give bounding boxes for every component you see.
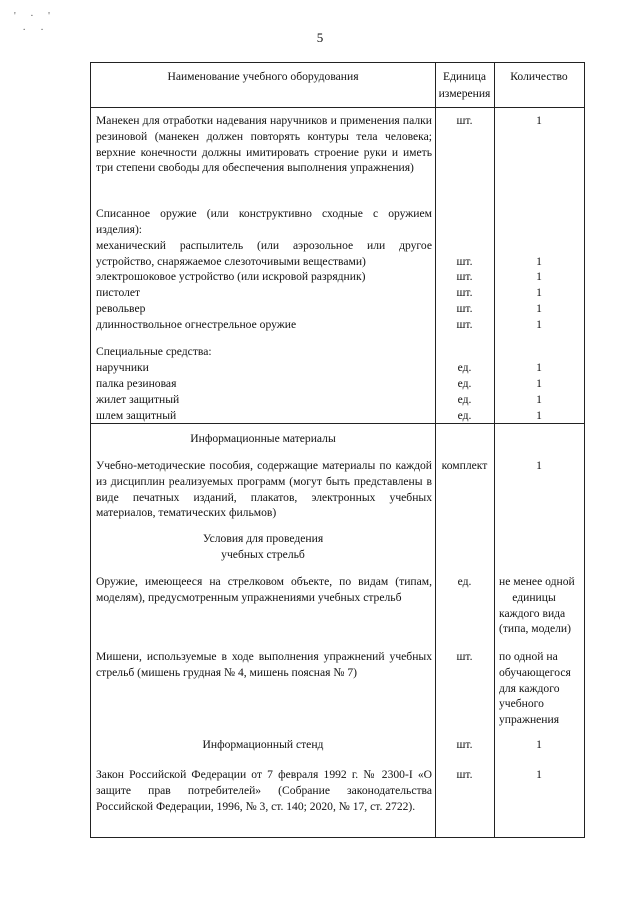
manuals-qty: 1 (536, 459, 542, 472)
special-item-qty: 1 (536, 409, 542, 422)
special-item-unit: ед. (457, 393, 472, 406)
weapon-item-qty: 1 (536, 286, 542, 299)
special-item-unit: ед. (457, 377, 472, 390)
law-name: Закон Российской Федерации от 7 февраля 1992 г. № 2300-I «О защите прав потребителей» (Собрание законодательства Российской Федерации, 1996, № 3, ст. 140; 2020, № 17, ст. 2722). (96, 768, 432, 813)
equipment-table (90, 62, 585, 838)
weapon-item-qty: 1 (536, 270, 542, 283)
qty-line: учебного (499, 697, 544, 711)
weapon-item-unit: шт. (456, 270, 473, 283)
law-unit: шт. (456, 768, 473, 781)
scan-marks: ' · ' · · (14, 11, 56, 36)
weapons-intro: Списанное оружие (или конструктивно сходные с оружием изделия): (96, 207, 432, 236)
info-stand-qty: 1 (536, 738, 542, 751)
qty-line: (типа, модели) (499, 622, 571, 636)
targets-qty (499, 649, 581, 728)
weapon-item-unit: шт. (456, 255, 473, 268)
range-weapons-name: Оружие, имеющееся на стрелковом объекте, по видам (типам, моделям), предусмотренным упражнениями учебных стрельб (96, 575, 432, 604)
weapon-item-name: пистолет (96, 286, 141, 299)
qty-line: для каждого (499, 681, 560, 695)
targets-unit: шт. (456, 650, 473, 663)
column-divider (435, 63, 436, 837)
special-item-unit: ед. (457, 409, 472, 422)
manuals-unit: комплект (441, 459, 488, 472)
weapon-item-qty: 1 (536, 318, 542, 331)
header-unit: Единица измерения (438, 70, 491, 100)
special-item-qty: 1 (536, 377, 542, 390)
maneken-qty: 1 (536, 114, 542, 127)
info-stand-unit: шт. (456, 738, 473, 751)
weapon-item-qty: 1 (536, 255, 542, 268)
info-stand-name: Информационный стенд (202, 738, 324, 751)
special-item-unit: ед. (457, 361, 472, 374)
weapon-item-name: револьвер (96, 302, 146, 315)
special-item-qty: 1 (536, 361, 542, 374)
weapon-item-unit: шт. (456, 318, 473, 331)
range-weapons-qty (499, 574, 581, 637)
page-number: 5 (316, 30, 324, 45)
info-materials-heading: Информационные материалы (190, 432, 336, 445)
law-qty: 1 (536, 768, 542, 781)
weapon-item-name: механический распылитель (или аэрозольное или другое устройство, снаряжаемое слезоточивыми веществами) (96, 239, 432, 268)
weapon-item-qty: 1 (536, 302, 542, 315)
special-item-name: палка резиновая (96, 377, 177, 390)
shooting-heading-line2: учебных стрельб (221, 548, 305, 561)
special-item-qty: 1 (536, 393, 542, 406)
weapon-item-unit: шт. (456, 302, 473, 315)
qty-line: упражнения (499, 713, 560, 727)
weapon-item-name: электрошоковое устройство (или искровой разрядник) (96, 270, 366, 283)
targets-name: Мишени, используемые в ходе выполнения упражнений учебных стрельб (мишень грудная № 4, мишень поясная № 7) (96, 650, 432, 679)
special-item-name: шлем защитный (96, 409, 177, 422)
qty-line: по одной на (499, 650, 558, 663)
qty-line: единицы (512, 590, 556, 604)
header-quantity: Количество (510, 70, 568, 83)
header-divider (91, 107, 584, 108)
qty-line: не менее одной (499, 575, 575, 588)
header-name: Наименование учебного оборудования (167, 70, 359, 83)
weapon-item-name: длинноствольное огнестрельное оружие (96, 318, 297, 331)
column-divider (494, 63, 495, 837)
special-item-name: жилет защитный (96, 393, 180, 406)
range-weapons-unit: ед. (457, 575, 472, 588)
special-intro: Специальные средства: (96, 345, 212, 358)
manuals-name: Учебно-методические пособия, содержащие материалы по каждой из дисциплин реализуемых программ (могут быть представлены в виде печатных изданий, плакатов, электронных учебных материалов, тематических фильмов) (96, 459, 432, 520)
special-item-name: наручники (96, 361, 149, 374)
qty-line: каждого вида (499, 606, 566, 620)
maneken-unit: шт. (456, 114, 473, 127)
shooting-heading-line1: Условия для проведения (202, 532, 324, 545)
maneken-name: Манекен для отработки надевания наручников и применения палки резиновой (манекен должен повторять контуры тела человека; верхние конечности должны имитировать строение руки и иметь три степени свободы для обеспечения выполнения упражнения) (96, 114, 432, 175)
weapon-item-unit: шт. (456, 286, 473, 299)
qty-line: обучающегося (499, 665, 571, 679)
